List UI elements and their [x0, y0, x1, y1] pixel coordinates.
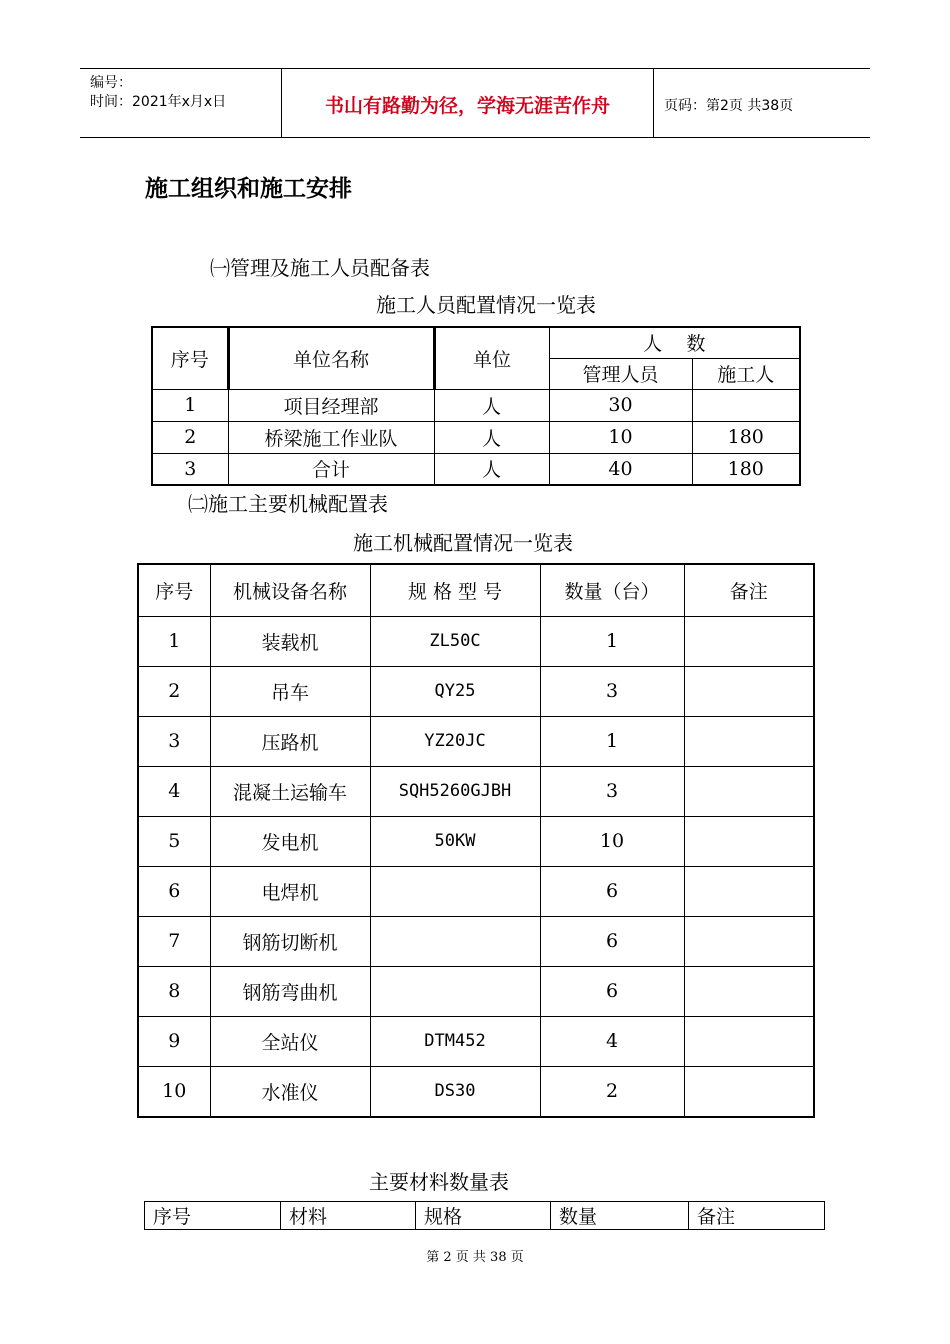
table-row [138, 716, 814, 766]
table-row [138, 966, 814, 1016]
col-header-seq: 序号 [138, 564, 210, 616]
table-row [138, 1066, 814, 1117]
page-header [80, 68, 870, 138]
cell-name: 水准仪 [210, 1066, 370, 1117]
cell-spec: SQH5260GJBH [370, 766, 540, 816]
table-row [152, 453, 800, 485]
header-page-cell [654, 69, 870, 137]
header-motto: 书山有路勤为径，学海无涯苦作舟 [324, 95, 610, 117]
header-page-info: 页码：第2页 共38页 [664, 98, 794, 114]
cell-spec: 50KW [370, 816, 540, 866]
cell-name: 发电机 [210, 816, 370, 866]
cell-mgmt: 30 [549, 389, 692, 421]
cell-spec: QY25 [370, 666, 540, 716]
table-row [138, 1016, 814, 1066]
materials-table [144, 1201, 825, 1230]
cell-seq: 10 [138, 1066, 210, 1117]
cell-name: 压路机 [210, 716, 370, 766]
cell-seq: 6 [138, 866, 210, 916]
cell-spec [370, 966, 540, 1016]
col-header-workers: 施工人 [692, 358, 800, 389]
cell-seq: 2 [152, 421, 228, 453]
cell-workers: 180 [692, 453, 800, 485]
cell-mgmt: 40 [549, 453, 692, 485]
cell-seq: 2 [138, 666, 210, 716]
cell-workers [692, 389, 800, 421]
personnel-table [151, 326, 801, 486]
col-header-name: 机械设备名称 [210, 564, 370, 616]
cell-mgmt: 10 [549, 421, 692, 453]
cell-seq: 1 [138, 616, 210, 666]
doc-title: 施工组织和施工安排 [145, 176, 352, 202]
table-row [152, 389, 800, 421]
serial-label: 编号： [90, 75, 132, 91]
col-header-count: 人 数 [549, 327, 800, 358]
cell-seq: 3 [152, 453, 228, 485]
cell-seq: 3 [138, 716, 210, 766]
section2-table-title: 施工机械配置情况一览表 [353, 531, 573, 555]
machinery-table [137, 563, 815, 1118]
cell-seq: 8 [138, 966, 210, 1016]
cell-note [684, 716, 814, 766]
cell-qty: 10 [540, 816, 684, 866]
cell-note [684, 816, 814, 866]
cell-workers: 180 [692, 421, 800, 453]
table-row [138, 916, 814, 966]
cell-name: 电焊机 [210, 866, 370, 916]
table-row [138, 766, 814, 816]
col-header-qty: 数量（台） [540, 564, 684, 616]
header-motto-cell [282, 69, 654, 137]
cell-spec [370, 866, 540, 916]
section1-heading: ㈠管理及施工人员配备表 [210, 256, 430, 280]
col-header-qty: 数量 [551, 1202, 689, 1230]
cell-qty: 2 [540, 1066, 684, 1117]
cell-qty: 1 [540, 616, 684, 666]
section2-heading: ㈡施工主要机械配置表 [188, 492, 388, 516]
col-header-spec: 规 格 型 号 [370, 564, 540, 616]
cell-seq: 5 [138, 816, 210, 866]
header-meta-cell [80, 69, 282, 137]
cell-note [684, 666, 814, 716]
table-row [152, 421, 800, 453]
col-header-material: 材料 [281, 1202, 416, 1230]
cell-name: 合计 [228, 453, 434, 485]
cell-note [684, 966, 814, 1016]
cell-seq: 9 [138, 1016, 210, 1066]
col-header-spec: 规格 [416, 1202, 551, 1230]
section1-table-title: 施工人员配置情况一览表 [376, 293, 596, 317]
cell-unit: 人 [434, 389, 549, 421]
cell-spec: DTM452 [370, 1016, 540, 1066]
cell-name: 项目经理部 [228, 389, 434, 421]
cell-seq: 4 [138, 766, 210, 816]
cell-qty: 6 [540, 866, 684, 916]
cell-note [684, 766, 814, 816]
cell-name: 吊车 [210, 666, 370, 716]
table-row [138, 816, 814, 866]
cell-unit: 人 [434, 421, 549, 453]
cell-seq: 1 [152, 389, 228, 421]
col-header-mgmt: 管理人员 [549, 358, 692, 389]
col-header-unit: 单位 [434, 327, 549, 389]
cell-name: 装载机 [210, 616, 370, 666]
date-label: 时间：2021年x月x日 [90, 94, 227, 110]
cell-qty: 4 [540, 1016, 684, 1066]
cell-name: 全站仪 [210, 1016, 370, 1066]
cell-spec: YZ20JC [370, 716, 540, 766]
col-header-seq: 序号 [145, 1202, 281, 1230]
cell-qty: 6 [540, 916, 684, 966]
cell-name: 钢筋切断机 [210, 916, 370, 966]
col-header-note: 备注 [689, 1202, 825, 1230]
section3-table-title: 主要材料数量表 [369, 1170, 509, 1194]
cell-qty: 3 [540, 766, 684, 816]
table-row [138, 866, 814, 916]
cell-spec [370, 916, 540, 966]
cell-note [684, 866, 814, 916]
cell-note [684, 916, 814, 966]
cell-qty: 6 [540, 966, 684, 1016]
col-header-seq: 序号 [152, 327, 228, 389]
cell-name: 桥梁施工作业队 [228, 421, 434, 453]
cell-qty: 1 [540, 716, 684, 766]
cell-spec: ZL50C [370, 616, 540, 666]
table-row [138, 616, 814, 666]
cell-seq: 7 [138, 916, 210, 966]
cell-name: 混凝土运输车 [210, 766, 370, 816]
page-footer: 第 2 页 共 38 页 [426, 1250, 524, 1265]
cell-name: 钢筋弯曲机 [210, 966, 370, 1016]
cell-note [684, 616, 814, 666]
cell-spec: DS30 [370, 1066, 540, 1117]
col-header-note: 备注 [684, 564, 814, 616]
cell-note [684, 1016, 814, 1066]
table-row [138, 666, 814, 716]
col-header-unit-name: 单位名称 [228, 327, 434, 389]
cell-note [684, 1066, 814, 1117]
cell-unit: 人 [434, 453, 549, 485]
cell-qty: 3 [540, 666, 684, 716]
